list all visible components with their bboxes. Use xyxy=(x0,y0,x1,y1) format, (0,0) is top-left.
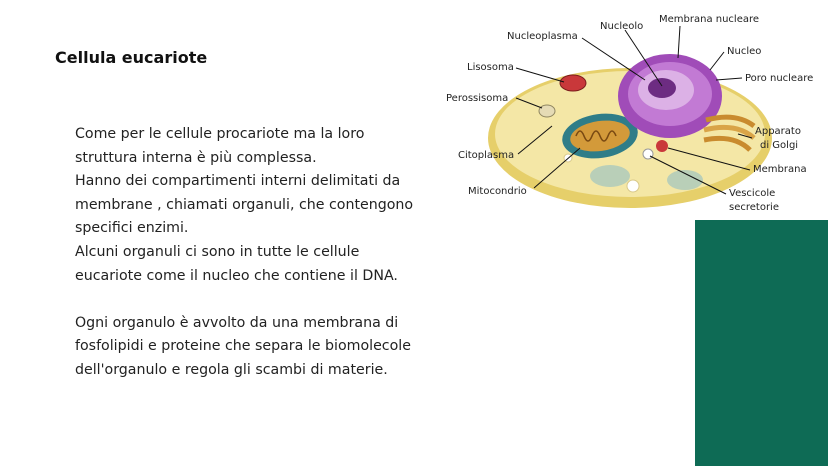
secretory-vesicle-shape xyxy=(656,140,668,152)
label-lisosoma: Lisosoma xyxy=(467,62,514,73)
vesicle-shape xyxy=(590,165,630,187)
label-secretorie: secretorie xyxy=(729,202,779,213)
leader-line xyxy=(716,78,742,80)
leader-line xyxy=(710,52,724,70)
label-vescicole: Vescicole xyxy=(729,188,776,199)
peroxisome-shape xyxy=(539,105,555,117)
label-apparato: Apparato xyxy=(755,126,801,137)
label-membrana: Membrana xyxy=(753,164,807,175)
eukaryotic-cell-diagram xyxy=(440,8,814,218)
accent-block xyxy=(695,220,828,466)
body-line: Come per le cellule procariote ma la loro xyxy=(75,126,365,142)
label-nucleoplasma: Nucleoplasma xyxy=(507,31,578,42)
body-line: Hanno dei compartimenti interni delimitati da xyxy=(75,173,401,190)
nucleolus-shape xyxy=(648,78,676,98)
body-line: Ogni organulo è avvolto da una membrana di xyxy=(75,314,399,331)
label-nucleo: Nucleo xyxy=(727,46,762,57)
leader-line xyxy=(516,68,564,82)
leader-line xyxy=(678,26,680,58)
paragraph-gap xyxy=(75,288,445,312)
slide-title: Cellula eucariote xyxy=(55,48,208,67)
label-mitocondrio: Mitocondrio xyxy=(468,186,527,197)
label-citoplasma: Citoplasma xyxy=(458,150,515,161)
lysosome-shape xyxy=(560,75,586,91)
label-poro-nucleare: Poro nucleare xyxy=(745,73,814,84)
body-line: fosfolipidi e proteine che separa le biomolecole xyxy=(75,338,411,355)
body-line: struttura interna è più complessa. xyxy=(75,149,317,166)
body-line: dell'organulo e regola gli scambi di materie. xyxy=(75,361,388,378)
label-nucleolo: Nucleolo xyxy=(600,21,644,32)
vesicle-shape xyxy=(627,180,639,192)
body-line: specifici enzimi. xyxy=(75,220,189,237)
label-membrana-nucleare: Membrana nucleare xyxy=(659,14,760,25)
body-line: eucariote come il nucleo che contiene il DNA. xyxy=(75,267,398,284)
secretory-vesicle-shape xyxy=(643,149,653,159)
label-perossisoma: Perossisoma xyxy=(446,93,509,104)
label-di-golgi: di Golgi xyxy=(760,140,799,151)
body-text xyxy=(75,123,445,383)
body-line: membrane , chiamati organuli, che contengono xyxy=(75,196,414,213)
body-line: Alcuni organuli ci sono in tutte le cellule xyxy=(75,243,360,260)
